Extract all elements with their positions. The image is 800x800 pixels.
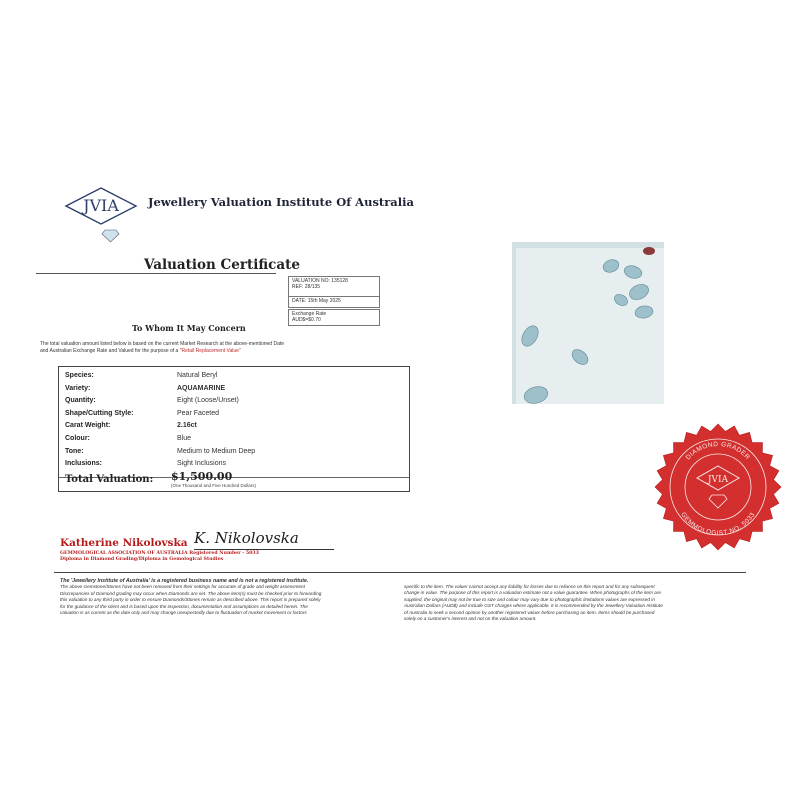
detail-label: Colour:: [65, 435, 90, 442]
disclaimer-line: solely on a customer's interest and not on the valuation amount.: [404, 616, 537, 622]
retail-replacement-value: "Retail Replacement Value": [179, 348, 241, 354]
disclaimer-heading: The 'Jewellery Institute of Australia' is a registered business name and is not a registered institute.: [60, 578, 309, 584]
valuation-number: VALUATION NO: 135128: [292, 278, 348, 284]
detail-value: Pear Faceted: [177, 409, 220, 417]
disclaimer-line: of Australia to seek a second opinion by another registered valuer before purchasing an item. Items should be purchased: [404, 609, 655, 615]
detail-row: [65, 396, 239, 405]
detail-row: [65, 409, 220, 418]
disclaimer-right: [404, 584, 744, 622]
exchange-rate-value: AUD$=$0.70: [292, 317, 321, 323]
disclaimer-line: change in value. The purpose of this report is a valuation estimate not a value guarantee. When photographs of the item are: [404, 590, 661, 596]
detail-label: Tone:: [65, 447, 84, 455]
disclaimer-line: Australian Dollars (AUD$) and include GST charges where applicable. It is recommended by the Jewellery Valuation Institute: [404, 603, 663, 609]
intro-text: [40, 341, 420, 355]
detail-label: Carat Weight:: [65, 422, 111, 430]
detail-value: Medium to Medium Deep: [177, 447, 256, 455]
exchange-rate-label: Exchange Rate: [292, 311, 327, 317]
disclaimer-line: supplied, the original may not be true to size and colour may vary due to photographic limitations values are expressed in: [404, 596, 655, 602]
exchange-rate-box: [288, 309, 380, 326]
detail-value: Sight Inclusions: [177, 460, 227, 468]
detail-row: [65, 384, 226, 393]
valuation-date: DATE: 15th May 2025: [292, 298, 341, 304]
disclaimer-line: this valuation to any third party in order to ensure Diamonds/Stones remain as described above. This report is prepared solely: [60, 597, 321, 603]
jvia-logo: [64, 186, 138, 246]
certificate-title: Valuation Certificate: [144, 257, 300, 273]
detail-label: Quantity:: [65, 397, 96, 405]
total-valuation-value: $1,500.00: [171, 470, 233, 483]
gemstone-photo: [512, 242, 664, 404]
intro-line-2-prefix: and Australian Exchange Rate and Valued for the purpose of a: [40, 348, 180, 354]
disclaimer-line: Discrepancies of Diamond grading may occur when Diamonds are set. The above item(s) must be checked prior to forwarding: [60, 590, 322, 596]
total-valuation-label: Total Valuation:: [65, 474, 154, 485]
detail-row: [65, 421, 197, 430]
title-rule: [36, 273, 276, 274]
certificate-page: [36, 126, 764, 684]
intro-line-2: [40, 348, 420, 355]
detail-value: Natural Beryl: [177, 372, 218, 379]
signature-line: [194, 549, 334, 550]
signature: K. Nikolovska: [194, 529, 299, 547]
details-table: [58, 366, 410, 492]
diploma: Diploma in Diamond Grading/Diploma in Gemological Studies: [60, 557, 224, 562]
gemmologist-seal: [653, 422, 783, 552]
gemstone-image: [512, 242, 664, 404]
disclaimer-line: for the guidance of the client and is based upon the inspection, documentation and assumptions as detailed herein. The: [60, 603, 308, 609]
disclaimer-left: [60, 578, 395, 616]
detail-value: Eight (Loose/Unset): [177, 397, 239, 405]
disclaimer-line: valuation is as current as the date only and may change unexpectedly due to fluctuation of market movement or factors: [60, 610, 307, 616]
detail-label: Variety:: [65, 384, 91, 392]
signatory-name: Katherine Nikolovska: [60, 537, 188, 549]
salutation: To Whom It May Concern: [132, 323, 246, 333]
detail-label: Species:: [65, 372, 94, 379]
detail-value: Blue: [177, 435, 192, 442]
detail-value: AQUAMARINE: [177, 384, 226, 392]
disclaimer-line: specific to the item. The valuer cannot accept any liability for losses due to reliance on this report and for any subsequent: [404, 584, 655, 589]
reference-number: REF: 28/135: [292, 284, 321, 290]
detail-row: [65, 371, 218, 380]
detail-value: 2.16ct: [177, 422, 197, 430]
detail-row: [65, 434, 192, 443]
footer-rule: [54, 572, 746, 573]
seal-center-text: JVIA: [707, 475, 729, 485]
disclaimer-line: The above Gemstone/Stones have not been removed from their settings for accurate of grade and weight assessment: [60, 584, 305, 590]
detail-label: Shape/Cutting Style:: [65, 409, 134, 417]
detail-row: [65, 459, 227, 468]
date-box: [288, 296, 380, 308]
total-valuation-words: (One Thousand and Five Hundred Dollars): [171, 483, 256, 488]
intro-line-1: The total valuation amount listed below is based on the current Market Research at the above-mentioned Date: [40, 341, 285, 347]
seal-text-top: DIAMOND GRADER: [684, 440, 752, 462]
logo-text: JVIA: [83, 196, 119, 215]
institute-name: Jewellery Valuation Institute Of Australia: [148, 195, 414, 209]
seal-text-bottom: GEMMOLOGIST NO. 5033: [679, 511, 757, 538]
association: GEMMOLOGICAL ASSOCIATION OF AUSTRALIA Registered Number - 5033: [60, 551, 259, 556]
detail-row: [65, 447, 256, 456]
detail-label: Inclusions:: [65, 460, 102, 468]
